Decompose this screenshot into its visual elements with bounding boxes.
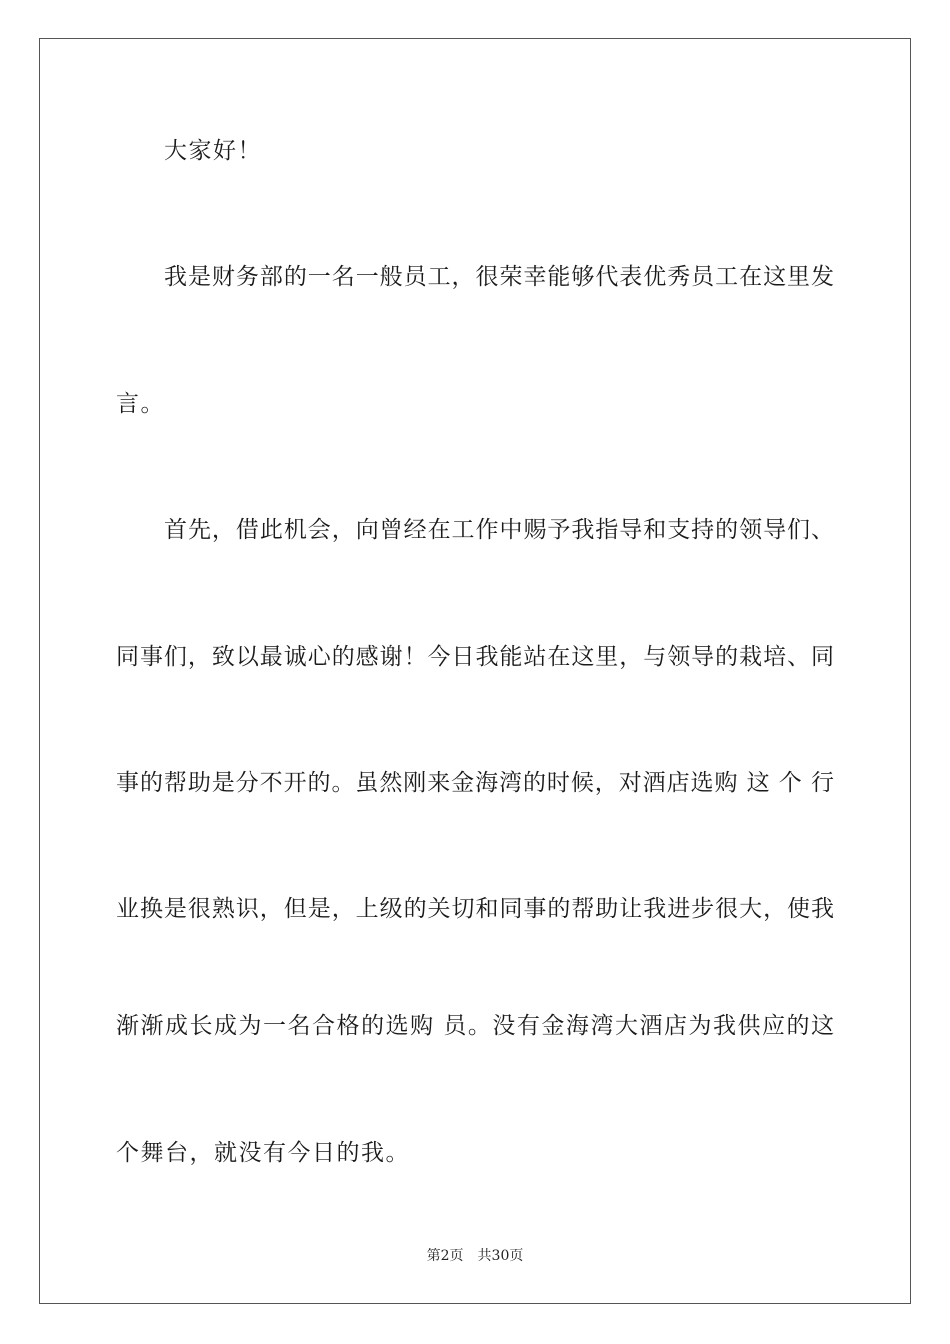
page-number: 第2页 bbox=[426, 1248, 464, 1264]
total-pages: 共30页 bbox=[477, 1248, 524, 1264]
paragraph-line: 事的帮助是分不开的。虽然刚来金海湾的时候，对酒店选购 这 个 行 bbox=[116, 770, 834, 796]
paragraph-line: 言。 bbox=[116, 391, 165, 417]
paragraph-line: 首先，借此机会，向曾经在工作中赐予我指导和支持的领导们、 bbox=[164, 517, 834, 543]
paragraph-line: 渐渐成长成为一名合格的选购 员。没有金海湾大酒店为我供应的这 bbox=[116, 1013, 834, 1039]
page-footer bbox=[0, 1247, 950, 1265]
paragraph-line: 我是财务部的一名一般员工，很荣幸能够代表优秀员工在这里发 bbox=[164, 264, 834, 290]
greeting-line: 大家好！ bbox=[164, 138, 262, 164]
paragraph-line: 个舞台，就没有今日的我。 bbox=[116, 1140, 410, 1166]
paragraph-line: 业换是很熟识，但是，上级的关切和同事的帮助让我进步很大，使我 bbox=[116, 896, 834, 922]
paragraph-line: 同事们，致以最诚心的感谢！今日我能站在这里，与领导的栽培、同 bbox=[116, 644, 834, 670]
